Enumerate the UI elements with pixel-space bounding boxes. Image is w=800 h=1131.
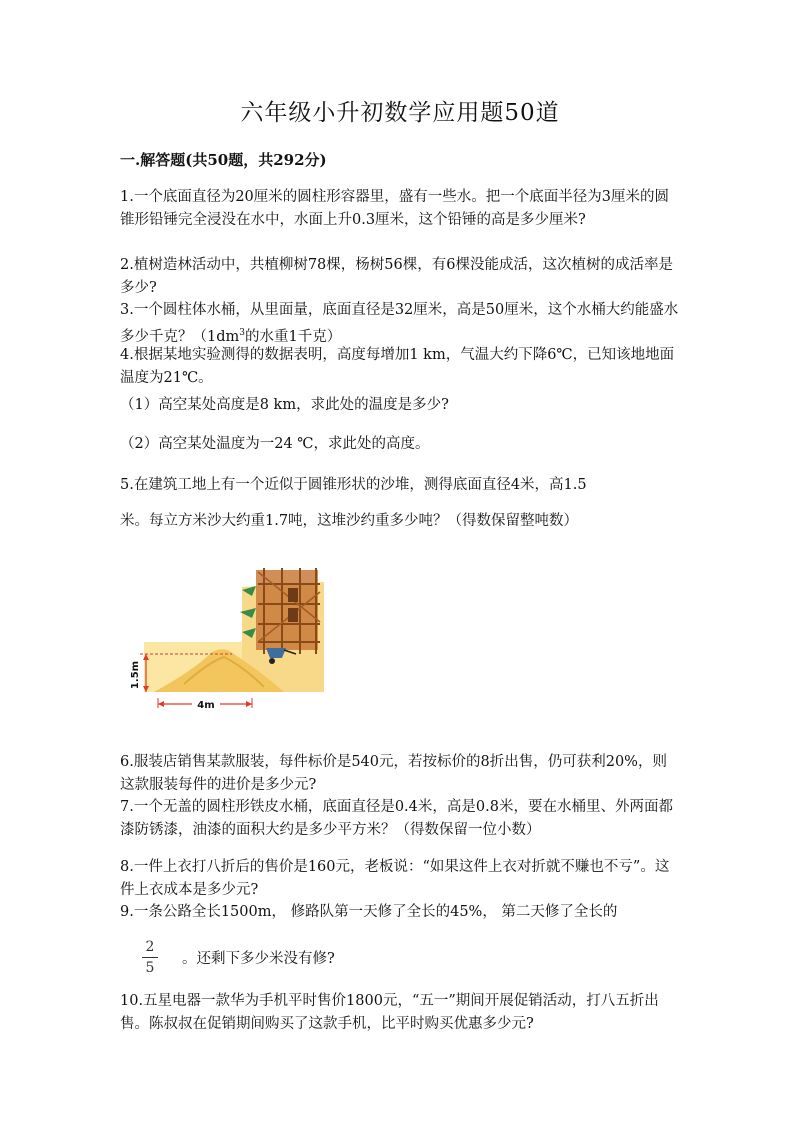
section-heading: 一.解答题(共50题，共292分) bbox=[120, 151, 327, 169]
question-9-fraction bbox=[142, 938, 158, 977]
question-3-superscript: 3 bbox=[239, 327, 245, 338]
diameter-label: 4m bbox=[197, 700, 215, 711]
question-6: 6.服装店销售某款服装，每件标价是540元，若按标价的8折出售，仍可获利20%，则这款服装每件的进价是多少元? bbox=[120, 754, 667, 793]
diameter-dimension bbox=[158, 698, 252, 711]
question-7: 7.一个无盖的圆柱形铁皮水桶，底面直径是0.4米，高是0.8米，要在水桶里、外两面都漆防锈漆，油漆的面积大约是多少平方米？（得数保留一位小数） bbox=[120, 799, 673, 838]
fraction-bar bbox=[142, 957, 158, 958]
question-5-line-2: 米。每立方米沙大约重1.7吨，这堆沙约重多少吨？（得数保留整吨数） bbox=[120, 513, 579, 529]
page-title: 六年级小升初数学应用题50道 bbox=[240, 100, 560, 126]
question-10: 10.五星电器一款华为手机平时售价1800元，“五一”期间开展促销活动，打八五折出售。陈叔叔在促销期间购买了这款手机，比平时购买优惠多少元? bbox=[120, 993, 659, 1032]
question-5-line-1: 5.在建筑工地上有一个近似于圆锥形状的沙堆，测得底面直径4米，高1.5 bbox=[120, 477, 587, 493]
height-label: 1.5m bbox=[130, 660, 141, 690]
question-4: 4.根据某地实验测得的数据表明，高度每增加1 km，气温大约下降6℃，已知该地地面温度为21℃。 bbox=[120, 347, 675, 386]
fraction-denominator: 5 bbox=[145, 960, 155, 976]
sand-pile-figure bbox=[124, 562, 324, 712]
fraction-numerator: 2 bbox=[145, 939, 155, 955]
question-3 bbox=[120, 299, 680, 348]
question-3-tail: 的水重1千克） bbox=[245, 328, 342, 345]
question-3-text: 3.一个圆柱体水桶，从里面量，底面直径是32厘米，高是50厘米，这个水桶大约能盛水多少千克？（1dm bbox=[120, 302, 679, 345]
question-8: 8.一件上衣打八折后的售价是160元，老板说：“如果这件上衣对折就不赚也不亏”。这件上衣成本是多少元? bbox=[120, 859, 670, 898]
question-1: 1.一个底面直径为20厘米的圆柱形容器里，盛有一些水。把一个底面半径为3厘米的圆锥形铅锤完全浸没在水中，水面上升0.3厘米，这个铅锤的高是多少厘米? bbox=[120, 189, 670, 228]
question-9-line-1: 9.一条公路全长1500m， 修路队第一天修了全长的45%， 第二天修了全长的 bbox=[120, 904, 618, 920]
question-2: 2.植树造林活动中，共植柳树78棵，杨树56棵，有6棵没能成活，这次植树的成活率是多少? bbox=[120, 257, 673, 296]
question-4-part-1: （1）高空某处高度是8 km，求此处的温度是多少? bbox=[120, 397, 449, 413]
question-9-line-2: 。还剩下多少米没有修? bbox=[182, 951, 335, 967]
question-4-part-2: （2）高空某处温度为一24 ℃，求此处的高度。 bbox=[120, 436, 430, 452]
